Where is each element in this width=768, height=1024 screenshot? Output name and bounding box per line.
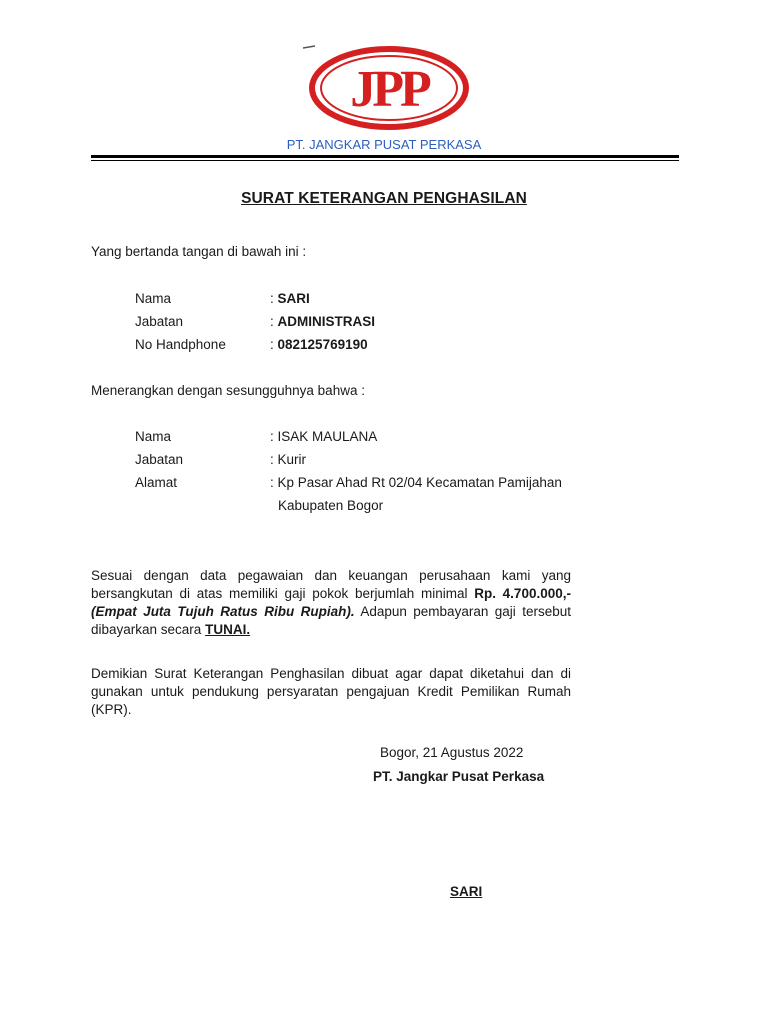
signer-name-value: : SARI [270, 291, 310, 306]
payment-method: TUNAI. [205, 622, 251, 637]
intro-text: Yang bertanda tangan di bawah ini : [91, 244, 307, 259]
place-date: Bogor, 21 Agustus 2022 [380, 745, 524, 760]
closing-paragraph: Demikian Surat Keterangan Penghasilan dibuat agar dapat diketahui dan di gunakan untuk pendukung persyaratan pengajuan Kredit Pemilikan Rumah (KPR). [91, 666, 571, 717]
signer-position-label: Jabatan [135, 314, 184, 329]
header-divider-thin [91, 160, 679, 161]
employee-name-value: : ISAK MAULANA [270, 429, 378, 444]
employee-position-label: Jabatan [135, 452, 184, 467]
company-name: PT. JANGKAR PUSAT PERKASA [286, 137, 482, 152]
statement-text: Menerangkan dengan sesungguhnya bahwa : [91, 383, 365, 398]
signer-phone-value: : 082125769190 [270, 337, 368, 352]
logo-lettering: JPP [350, 61, 428, 118]
header-divider [91, 155, 679, 158]
employee-name-label: Nama [135, 429, 172, 444]
salary-amount: Rp. 4.700.000,- [474, 586, 571, 601]
signer-position-value: : ADMINISTRASI [270, 314, 376, 329]
employee-address-value: : Kp Pasar Ahad Rt 02/04 Kecamatan Pamijahan [270, 475, 562, 490]
signature-company: PT. Jangkar Pusat Perkasa [373, 769, 545, 784]
signer-phone-label: No Handphone [135, 337, 226, 352]
document-title: SURAT KETERANGAN PENGHASILAN [241, 190, 527, 207]
salary-paragraph: Sesuai dengan data pegawaian dan keuangan perusahaan kami yang bersangkutan di atas memiliki gaji pokok berjumlah minimal Rp. 4.700.000,- (Empat Juta Tujuh Ratus Ribu Rupiah). Adapun pembayaran gaji tersebut dibayarkan secara TUNAI. [91, 568, 571, 637]
signatory-name: SARI [450, 884, 483, 899]
employee-address-value-line2: Kabupaten Bogor [278, 498, 384, 513]
company-logo [293, 44, 485, 136]
salary-amount-words: (Empat Juta Tujuh Ratus Ribu Rupiah). [91, 604, 355, 619]
signer-name-label: Nama [135, 291, 172, 306]
employee-position-value: : Kurir [270, 452, 307, 467]
employee-address-label: Alamat [135, 475, 178, 490]
